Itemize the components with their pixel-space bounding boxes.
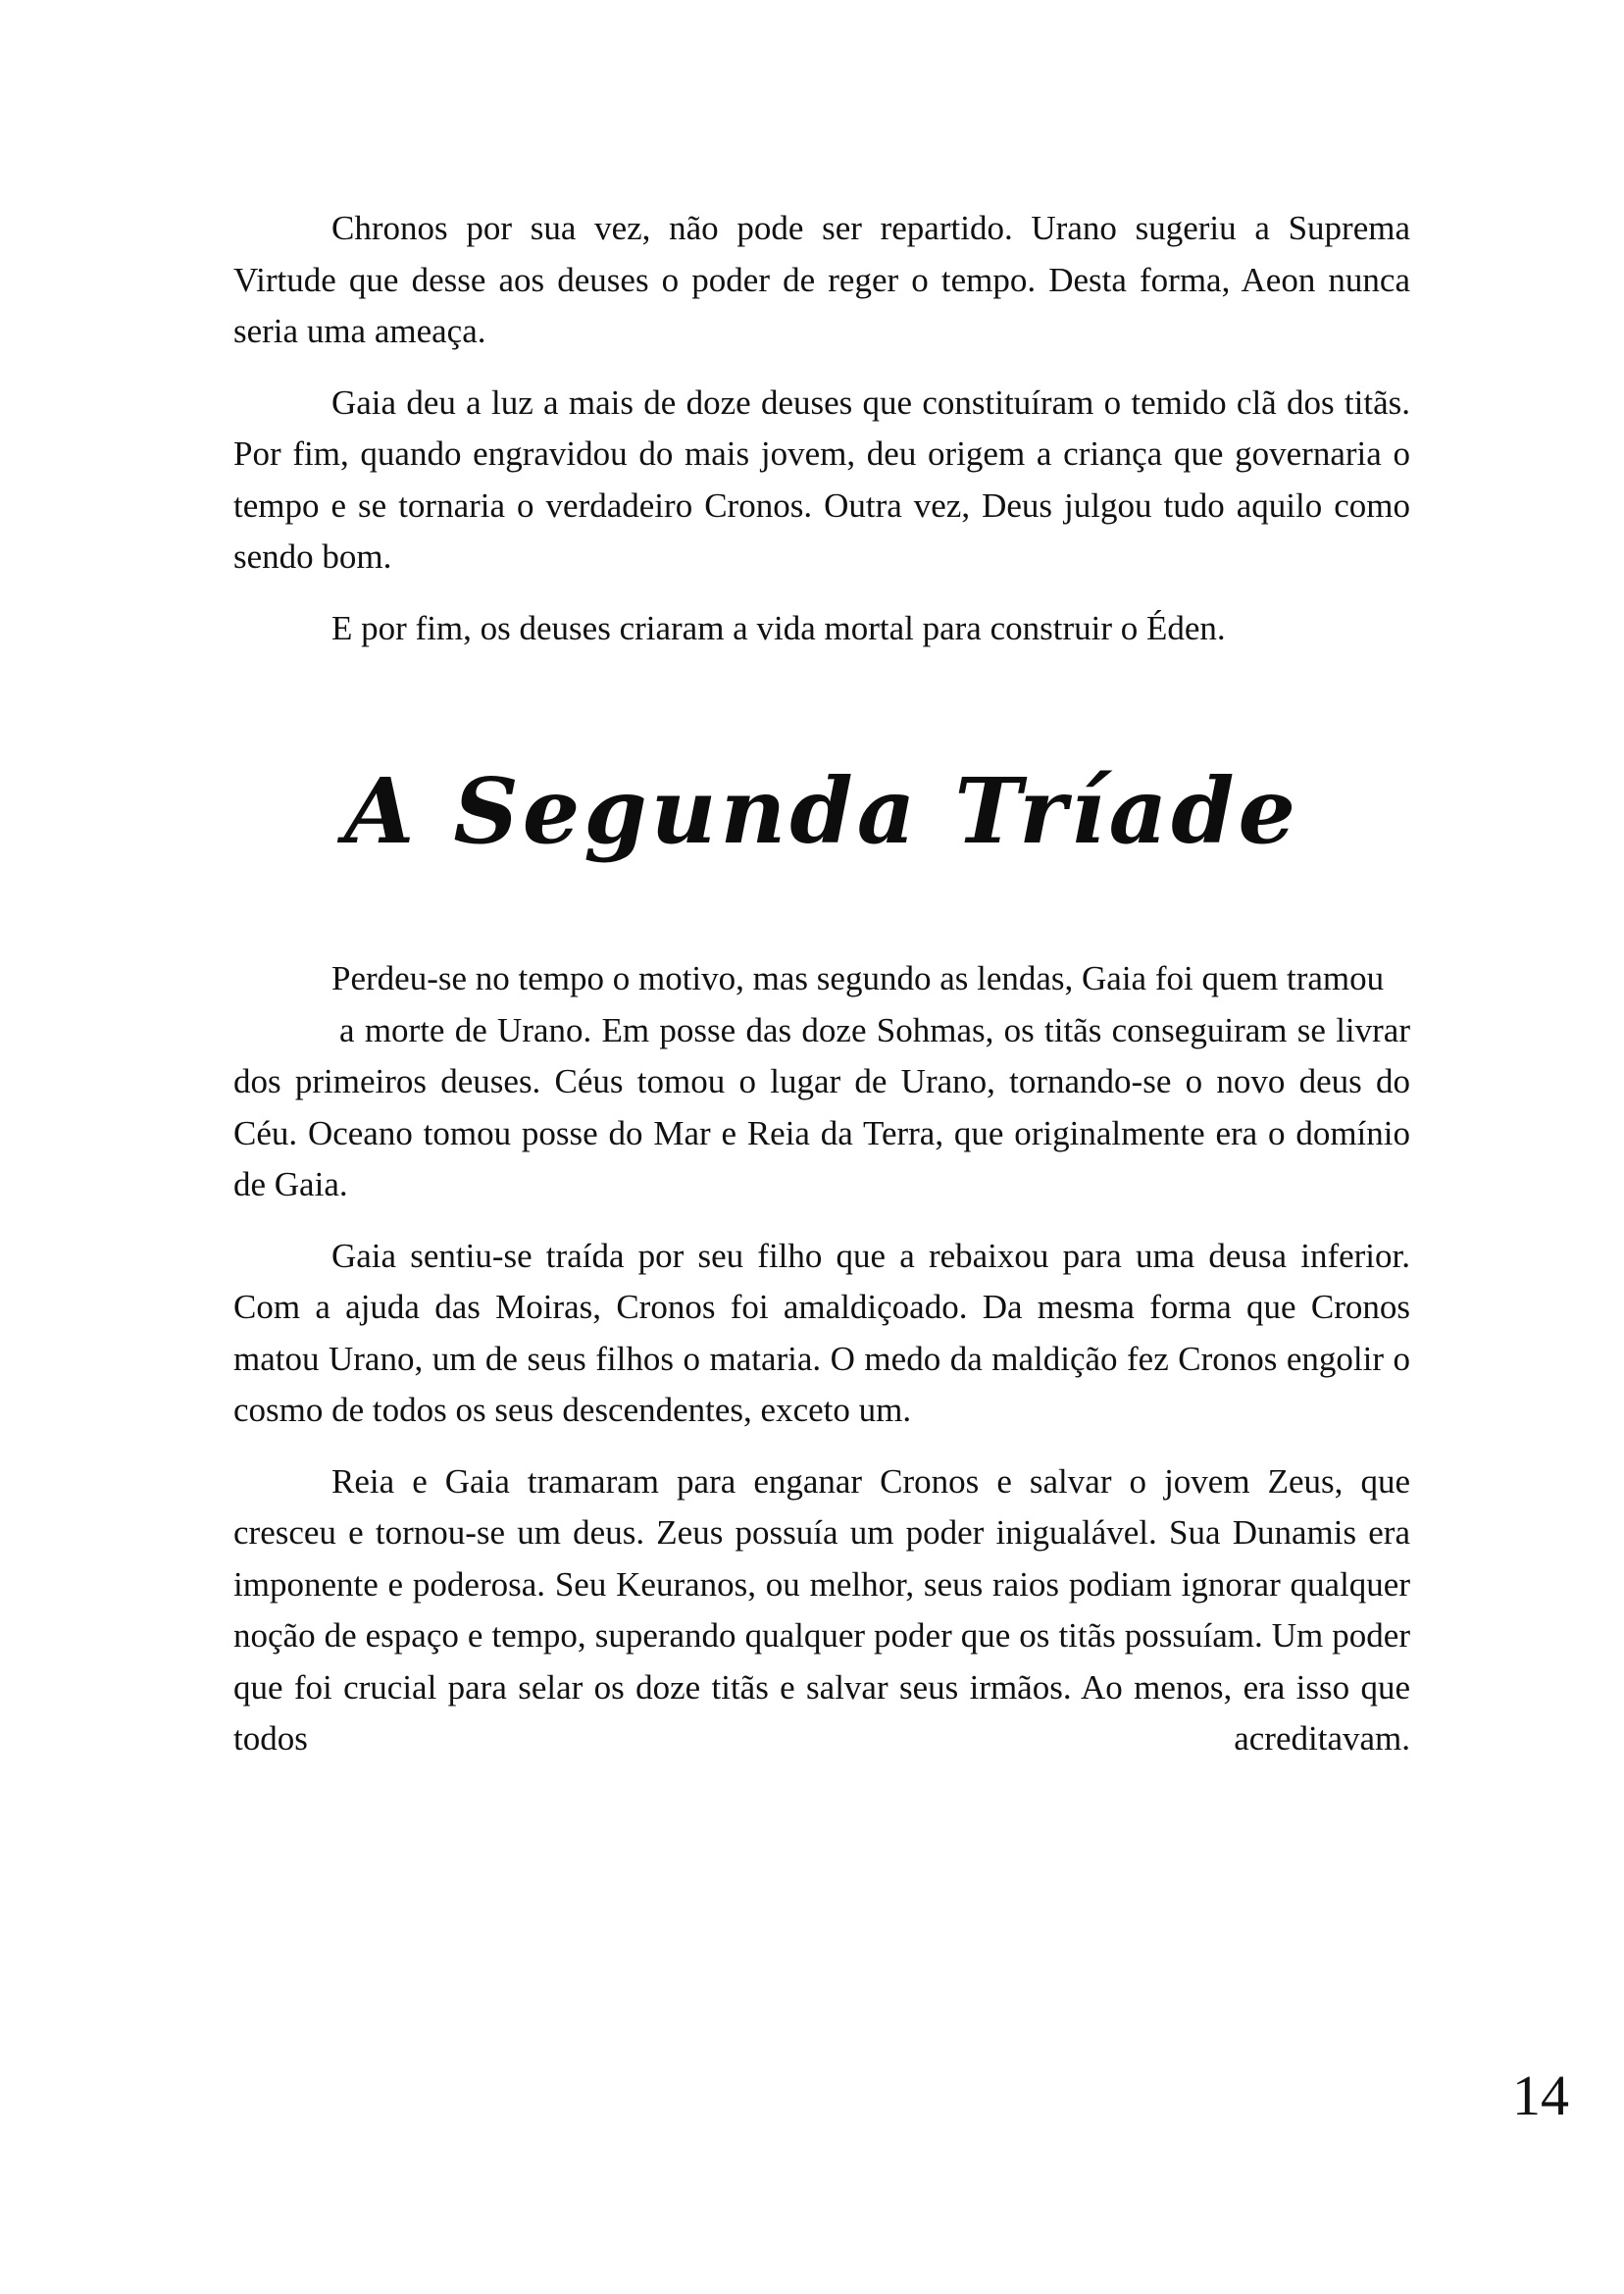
paragraph-perdeu-se: Perdeu-se no tempo o motivo, mas segundo as lendas, Gaia foi quem tramou	[331, 959, 1385, 997]
paragraph-gaia-titans: Gaia deu a luz a mais de doze deuses que constituíram o temido clã dos titãs. Por fim, quando engravidou do mais jovem, deu origem a criança que governaria o tempo e se tornaria o verdadeiro Cronos. Outra vez, Deus julgou tudo aquilo como sendo bom.	[233, 382, 1410, 576]
second-section	[233, 953, 1410, 1765]
section-title: A Segunda Tríade	[343, 758, 1300, 864]
paragraph-chronos: Chronos por sua vez, não pode ser repartido. Urano sugeriu a Suprema Virtude que desse aos deuses o poder de reger o tempo. Desta forma, Aeon nunca seria uma ameaça.	[233, 209, 1410, 350]
paragraph-morte-de-urano: a morte de Urano. Em posse das doze Sohmas, os titãs conseguiram se livrar dos primeiros deuses. Céus tomou o lugar de Urano, tornando-se o novo deus do Céu. Oceano tomou posse do Mar e Reia da Terra, que originalmente era o domínio de Gaia.	[233, 1010, 1410, 1203]
page-number: 14	[1512, 2064, 1569, 2127]
paragraph-gaia-traida: Gaia sentiu-se traída por seu filho que a rebaixou para uma deusa inferior. Com a ajuda das Moiras, Cronos foi amaldiçoado. Da mesma forma que Cronos matou Urano, um de seus filhos o mataria. O medo da maldição fez Cronos engolir o cosmo de todos os seus descendentes, exceto um.	[233, 1236, 1410, 1429]
paragraph-eden: E por fim, os deuses criaram a vida mortal para construir o Éden.	[331, 608, 1226, 647]
paragraph-reia-e-gaia: Reia e Gaia tramaram para enganar Cronos e salvar o jovem Zeus, que cresceu e tornou-se um deus. Zeus possuía um poder inigualável. Sua Dunamis era imponente e poderosa. Seu Keuranos, ou melhor, seus raios podiam ignorar qualquer noção de espaço e tempo, superando qualquer poder que os titãs possuíam. Um poder que foi crucial para selar os doze titãs e salvar seus irmãos. Ao menos, era isso que todos acreditavam.	[233, 1461, 1410, 1758]
first-section	[233, 203, 1410, 654]
